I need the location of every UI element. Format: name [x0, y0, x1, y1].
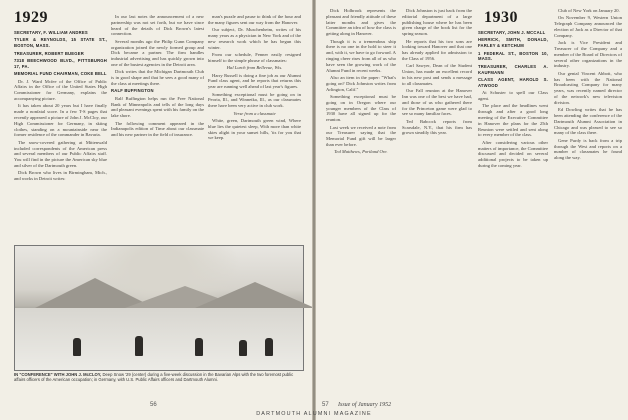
class-officer-line: SECRETARY, F. WILLIAM ANDRES — [14, 30, 88, 35]
paragraph: From our schedule, Fenner easily resigned himself to the simple phrase of classmates: — [208, 51, 301, 63]
paragraph: Also an item in the paper: "What's going on? Dick Johnston writes from Arlington, Calif." — [326, 74, 396, 92]
paragraph: Our subject, Dr. Muschenheim, writes of his many years as a physician in New York and of the new research work which he has begun this winter. — [208, 27, 301, 50]
left-column-3 — [208, 14, 301, 240]
page-number: 57 — [322, 402, 329, 408]
paragraph: Ed Dowling writes that he has been attending the conference of the Dartmouth Alumni Association in Chicago and was pleased to see so many of the class there. — [554, 107, 622, 136]
caption-lead: IN "CONFERENCE" WITH JOHN J. McCLOY, — [14, 372, 102, 377]
class-officer-line: SECRETARY, JOHN J. MCCALL — [478, 30, 546, 35]
left-page — [0, 0, 312, 420]
class-officer-line: CLASS AGENT, HAROLD S. ATWOOD — [478, 76, 548, 88]
centered-line: Hal Lurch from Bellevue, Wis. — [226, 65, 283, 71]
magazine-masthead: DARTMOUTH ALUMNI MAGAZINE — [256, 411, 372, 417]
paragraph: The following comment appeared in the Indianapolis edition of Time about our classmate and his new partner in the field of insurance. — [111, 120, 204, 138]
person-figure — [265, 338, 273, 356]
paragraph: Gene Purdy is back from a trip through the West and reports on a number of classmates he found along the way. — [554, 137, 622, 161]
paragraph: Club of New York on January 20. — [558, 8, 620, 13]
verse: White, green, Dartmouth green wind, Where blue lies the quietest sleep, With more than white skies alight in your sunset hills, 'tis for you that we keep. — [208, 117, 301, 141]
paragraph: Last week we received a note from our Treasurer saying that the Memorial Fund gift will be larger than ever before. — [326, 124, 396, 147]
left-column-1 — [14, 30, 107, 240]
person-figure — [135, 336, 143, 356]
paragraph: The place and the headlines went through and after a good long meeting of the Executive Committee in Hanover the plans for the 25th Reunion were settled and sent along to every member of the class. — [478, 103, 548, 138]
left-column-2 — [111, 14, 204, 240]
person-figure — [195, 338, 203, 356]
right-column-1 — [326, 8, 396, 398]
class-year-heading: 1930 — [484, 9, 518, 26]
issue-label: Issue of January 1952 — [338, 402, 392, 408]
right-column-3 — [478, 30, 548, 398]
paragraph: Though it is a tremendous ship there is no one in the hold to steer it and, with it, we have to go forward. A ringing cheer rises from all of us who have seen the growing work of the Alumni Fund in recent weeks. — [326, 38, 396, 73]
paragraph: Our Fall reunion at the Hanover Inn was one of the best we have had, and those of us who gathered there for the Princeton game were glad to see so many familiar faces. — [402, 88, 472, 117]
centered-line: Ted Matthews, Portland Ore. — [334, 149, 388, 155]
mountain-shape — [195, 282, 312, 308]
class-officer-line: HERRICK, SMITH, DONALD, FARLEY & KETCHUM — [478, 37, 548, 49]
right-page — [316, 0, 628, 420]
snow-conference-photo — [14, 245, 304, 371]
paragraph: Harry Russell is doing a fine job as our Alumni Fund class agent, and he reports that returns this year are running well ahead of last year's figures. — [208, 72, 301, 90]
paragraph: Dick Johnston is just back from the editorial department of a large publishing house where he has been given charge of the book list for the spring season. — [402, 8, 472, 37]
snowfield — [15, 308, 303, 370]
paragraph: Dick Holbrook represents the pleasant and friendly attitude of these latter months and gives the Committee an idea of how the class is getting along in Hanover. — [326, 8, 396, 37]
person-figure — [73, 338, 81, 356]
paragraph: On November 9, Western Union Telegraph Company announced the election of Jack as a Director of that Company. — [554, 15, 622, 38]
paragraph: Dick Brown who lives in Birmingham, Mich., and works in Detroit writes: — [14, 170, 107, 182]
centered-line: Verse from a classmate — [233, 110, 276, 116]
right-column-2 — [402, 8, 472, 398]
paragraph: Our genial Vincent Abbott, who has been with the National Broadcasting Company for many years, was recently named director of the network's new television division. — [554, 70, 622, 105]
paragraph: Dick writes that the Michigan Dartmouth Club is in good shape and that he sees a good many of the class at meetings there. — [111, 69, 204, 86]
paragraph: Jack is Vice President and Treasurer of the Company and a member of the Board of Directors of several other organizations in the industry. — [554, 40, 622, 69]
subhead: RALF BUFFINGTON — [111, 88, 154, 94]
photo-caption — [14, 372, 302, 382]
paragraph: Dr. J. Ward Mcfee of the Office of Public Affairs in the Office of the United States High Commissioner for Germany, explains the accompanying picture. — [14, 78, 107, 101]
right-column-4 — [554, 8, 622, 398]
paragraph: He reports that his two sons are looking toward Hanover and that one has already applied for admission to the Class of 1956. — [402, 38, 472, 61]
paragraph: The snow-covered gathering at Mittenwald included correspondents of the American press and several members of our Public Affairs staff. You will find in the picture the American sky blue and silver of the Dartmouth green. — [14, 139, 107, 168]
paragraph: Ted Babcock reports from Scarsdale, N.Y., that his firm has grown steadily this year. — [402, 118, 472, 136]
paragraph: Ralf Buffington helps run the Free National Bank of Minneapolis and tells of the long days and pleasant evenings spent with his family on the lake shore. — [111, 95, 204, 119]
paragraph: Something exceptional must be going on in Peoria, Ill., and Winnetka, Ill., as our classmates there have been very active in club work. — [208, 91, 301, 109]
paragraph: After considering various other matters of importance, the Committee discussed and decided on several additional projects to be taken up during the coming year. — [478, 139, 548, 168]
caption-text: Deep Snow '29 (center) during a five-week discussion in the Bavarian Alps with the two foremost public affairs officers of the American occupation; in Germany, with U.S. Public Affairs officers and Dartmouth Alumni. — [14, 372, 294, 383]
paragraph: man's puzzle and pause to think of the hour and the many figures sent our way from the Hanover. — [208, 14, 301, 25]
class-officer-line: 1 FEDERAL ST., BOSTON 10, MASS. — [478, 50, 548, 62]
paragraph: It has taken about 20 years but I have finally made a nonfatal score. In a few T-S pages that recently appeared a picture of John J. McCloy, our High Commissioner for Germany, in skiing clothes, standing on a mountainside near the former residence of the commander in Bavaria. — [14, 103, 107, 138]
paragraph: At Schuster to spell our Class agent. — [478, 90, 548, 101]
paragraph: In our last notes the announcement of a new partnership was not set forth, but we have since heard of the details of Dick Brown's latest connection. — [111, 14, 204, 37]
paragraph: Carl Sawyer, Dean of the Student Union, has made an excellent record in his new post and sends a message to all classmates. — [402, 63, 472, 86]
class-officer-line: TYLER & REYNOLDS, 15 STATE ST., BOSTON, MASS. — [14, 37, 107, 49]
page-number: 56 — [150, 402, 157, 408]
class-officer-line: MEMORIAL FUND CHAIRMAN, COKE BELL — [14, 71, 107, 77]
person-figure — [239, 340, 247, 356]
class-year-heading: 1929 — [14, 9, 48, 26]
paragraph: Something exceptional must be going on in Oregon where our younger members of the Class of 1930 have all signed up for the reunion. — [326, 93, 396, 123]
class-officer-line: TREASURER, ROBERT BUEGER — [14, 50, 84, 56]
paragraph: Several months ago the Philip Gunn Company organization joined the newly formed group and Dick became a partner. The firm handles industrial advertising and has quickly grown into one of the busiest agencies in the Detroit area. — [111, 38, 204, 67]
class-officer-line: TREASURER, CHARLES A. KAUFMANN — [478, 63, 548, 75]
class-officer-line: 7318 BEECHWOOD BLVD., PITTSBURGH 17, PA. — [14, 57, 107, 69]
